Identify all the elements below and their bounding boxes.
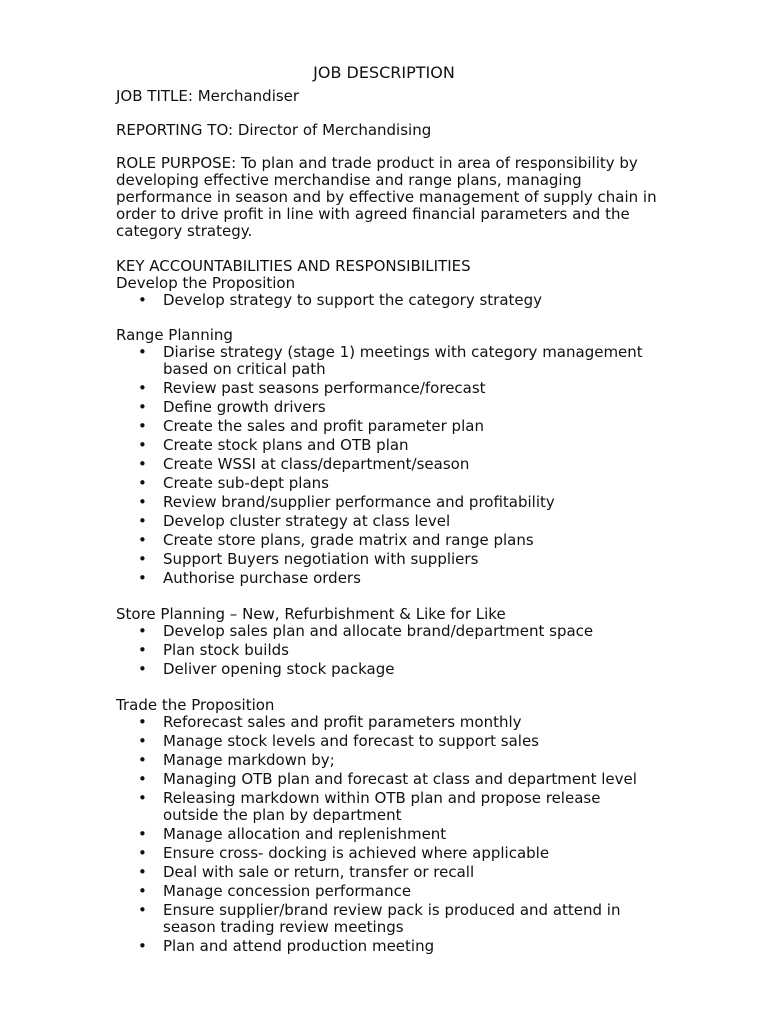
bullet-icon: • — [138, 398, 147, 416]
list-item: • Manage markdown by; — [138, 751, 335, 769]
bullet-icon: • — [138, 550, 147, 568]
bullet-icon: • — [138, 732, 147, 750]
bullet-icon: • — [138, 882, 147, 900]
section-heading: Trade the Proposition — [116, 696, 275, 714]
list-item: • Define growth drivers — [138, 398, 326, 416]
bullet-icon: • — [138, 937, 147, 955]
section-range-planning — [116, 327, 656, 589]
bullet-icon: • — [138, 417, 147, 435]
list-item: • Authorise purchase orders — [138, 569, 361, 587]
bullet-icon: • — [138, 641, 147, 659]
list-item: • Plan stock builds — [138, 641, 289, 659]
list-item: • Develop sales plan and allocate brand/department space — [138, 622, 594, 640]
bullet-list — [116, 344, 656, 587]
list-item: • Managing OTB plan and forecast at class and department level — [138, 770, 637, 788]
bullet-icon: • — [138, 622, 147, 640]
bullet-icon: • — [138, 379, 147, 397]
bullet-icon: • — [138, 291, 147, 309]
bullet-icon: • — [138, 901, 147, 919]
list-item: • Develop cluster strategy at class level — [138, 512, 451, 530]
list-item: • Create the sales and profit parameter plan — [138, 417, 484, 435]
reporting-to-value: Director of Merchandising — [237, 121, 432, 139]
section-develop-proposition — [116, 275, 656, 311]
bullet-list — [116, 292, 656, 309]
bullet-icon: • — [138, 789, 147, 807]
role-purpose-label: ROLE PURPOSE: — [116, 154, 237, 172]
bullet-icon: • — [138, 455, 147, 473]
bullet-icon: • — [138, 844, 147, 862]
list-item: • Manage allocation and replenishment — [138, 825, 447, 843]
bullet-icon: • — [138, 863, 147, 881]
bullet-list — [116, 623, 656, 678]
list-item: • Develop strategy to support the category strategy — [138, 291, 543, 309]
list-item: • Diarise strategy (stage 1) meetings with category management based on critical path — [138, 343, 643, 378]
bullet-icon: • — [138, 493, 147, 511]
bullet-icon: • — [138, 660, 147, 678]
list-item: • Support Buyers negotiation with suppliers — [138, 550, 479, 568]
bullet-list — [116, 714, 656, 955]
key-accountabilities-heading: KEY ACCOUNTABILITIES AND RESPONSIBILITIES — [116, 257, 471, 275]
job-title-label: JOB TITLE: — [116, 87, 193, 105]
bullet-icon: • — [138, 751, 147, 769]
bullet-icon: • — [138, 474, 147, 492]
role-purpose-text: To plan and trade product in area of responsibility by developing effective merchandise and range plans, managing performance in season and by effective management of supply chain in order to drive profit in line with agreed financial parameters and the category strategy. — [116, 154, 657, 240]
bullet-icon: • — [138, 713, 147, 731]
reporting-to-line — [116, 122, 656, 139]
list-item: • Ensure supplier/brand review pack is produced and attend in season trading review meetings — [138, 901, 621, 936]
list-item: • Review brand/supplier performance and profitability — [138, 493, 555, 511]
section-heading: Range Planning — [116, 326, 233, 344]
list-item: • Deal with sale or return, transfer or recall — [138, 863, 475, 881]
list-item: • Create store plans, grade matrix and range plans — [138, 531, 534, 549]
list-item: • Manage concession performance — [138, 882, 412, 900]
list-item: • Review past seasons performance/forecast — [138, 379, 486, 397]
section-heading: Develop the Proposition — [116, 274, 296, 292]
reporting-to-label: REPORTING TO: — [116, 121, 234, 139]
bullet-icon: • — [138, 770, 147, 788]
bullet-icon: • — [138, 436, 147, 454]
list-item: • Deliver opening stock package — [138, 660, 395, 678]
job-title-value: Merchandiser — [197, 87, 300, 105]
section-heading: Store Planning – New, Refurbishment & Like for Like — [116, 605, 506, 623]
role-purpose-paragraph — [116, 155, 661, 240]
bullet-icon: • — [138, 512, 147, 530]
bullet-icon: • — [138, 825, 147, 843]
list-item: • Create stock plans and OTB plan — [138, 436, 409, 454]
list-item: • Plan and attend production meeting — [138, 937, 435, 955]
list-item: • Reforecast sales and profit parameters monthly — [138, 713, 522, 731]
list-item: • Ensure cross- docking is achieved where applicable — [138, 844, 550, 862]
bullet-icon: • — [138, 531, 147, 549]
list-item: • Releasing markdown within OTB plan and propose release outside the plan by department — [138, 789, 601, 824]
list-item: • Create WSSI at class/department/season — [138, 455, 470, 473]
section-trade-proposition — [116, 697, 656, 957]
job-title-line — [116, 88, 656, 105]
document-title: JOB DESCRIPTION — [313, 63, 455, 82]
bullet-icon: • — [138, 343, 147, 361]
section-store-planning — [116, 606, 656, 680]
bullet-icon: • — [138, 569, 147, 587]
list-item: • Create sub-dept plans — [138, 474, 329, 492]
list-item: • Manage stock levels and forecast to support sales — [138, 732, 539, 750]
